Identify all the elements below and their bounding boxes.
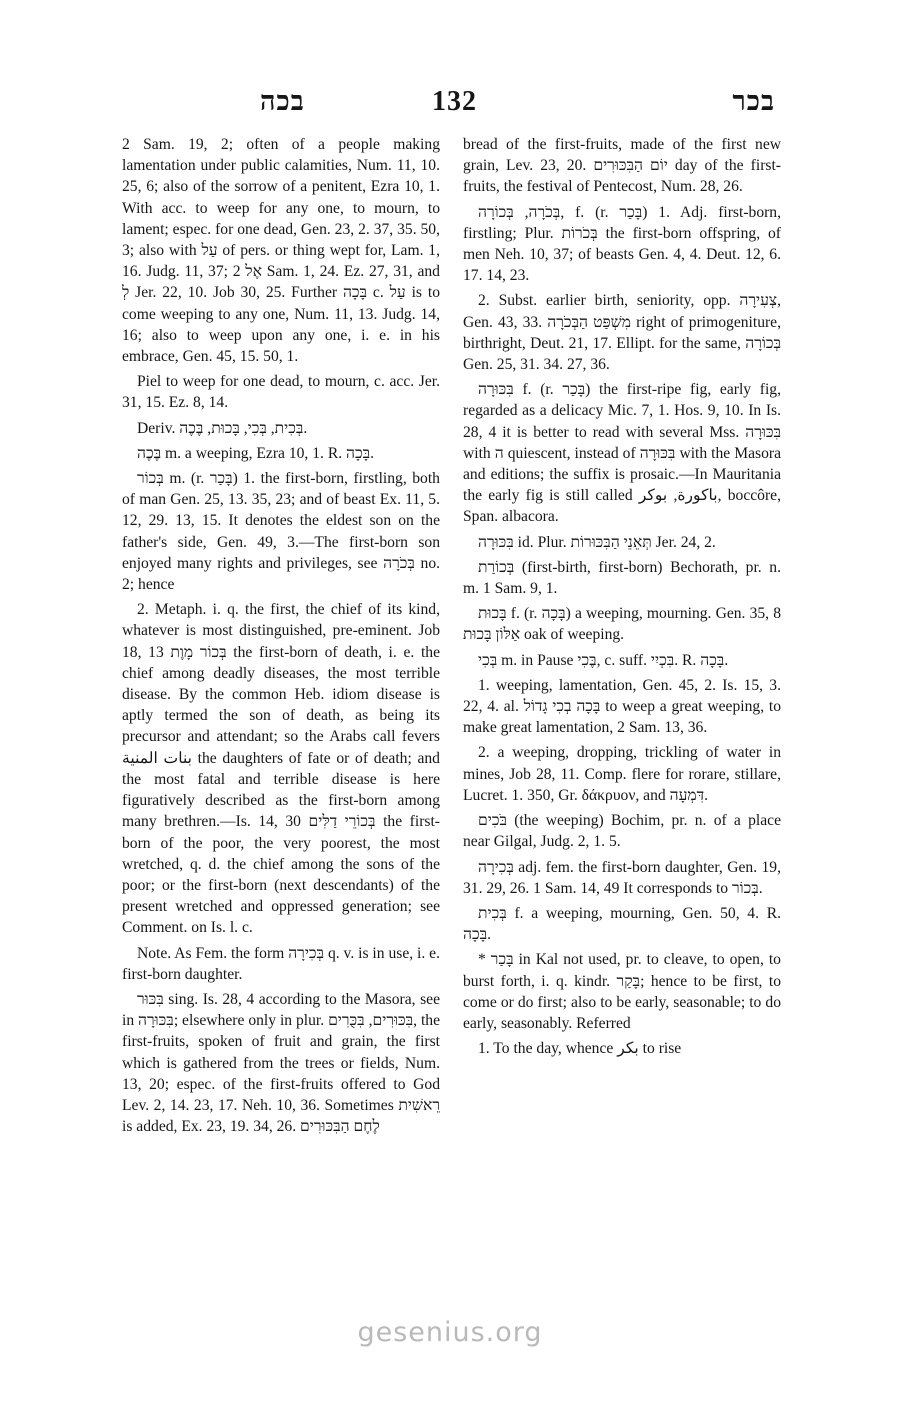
right-paragraph: 2. Subst. earlier birth, seniority, opp. צְעִירָה, Gen. 43, 33. מִשְׁפַּט הַבְּכֹרָה right of primogeniture, birthright, Deut. 21, 17. Ellipt. for the same, בְּכוֹרָה Gen. 25, 31. 34. 27, 36. [463, 292, 781, 374]
left-paragraph: Deriv. בְּכִית, בְּכִי, בָּכוּת, בֶּכֶה. [137, 419, 308, 437]
right-paragraph: בְּכִית f. a weeping, mourning, Gen. 50, 4. R. בָּכָה. [463, 904, 781, 944]
right-paragraph: 2. a weeping, dropping, trickling of water in mines, Job 28, 11. Comp. flere for rorare, stillare, Lucret. 1. 350, Gr. δάκρυον, and דִּמְעָה. [463, 744, 781, 804]
left-paragraph: Piel to weep for one dead, to mourn, c. acc. Jer. 31, 15. Ez. 8, 14. [122, 373, 440, 412]
watermark: gesenius.org [357, 1317, 543, 1348]
page-header [120, 86, 785, 126]
right-paragraph: בִּכּוּרָה id. Plur. תְּאֵנֵי הַבִּכּוּרוֹת Jer. 24, 2. [478, 533, 716, 551]
right-paragraph: בִּכּוּרָה f. (r. בָּכַר) the first-ripe fig, early fig, regarded as a delicacy Mic. 7, 1. Hos. 9, 10. In Is. 28, 4 it is better to read with several Mss. בִּכּוּרָה with ה quiescent, instead of בִּכּוּרָה with the Masora and editions; the suffix is prosaic.—In Mauritania the early fig is still called باكورة, بوكر, boccôre, Span. albacora. [463, 381, 781, 526]
left-paragraph: בְּכוֹר m. (r. בָּכַר) 1. the first-born, firstling, both of man Gen. 25, 13. 35, 23; and of beast Ex. 11, 5. 12, 29. 13, 15. It denotes the eldest son on the father's side, Gen. 49, 3.—The first-born son enjoyed many rights and privileges, see בְּכֹרָה no. 2; hence [122, 470, 440, 594]
left-paragraph: 2. Metaph. i. q. the first, the chief of its kind, whatever is most distinguished, pre-eminent. Job 18, 13 בְּכוֹר מָוֶת the first-born of death, i. e. the chief among deadly diseases, the most terrible disease. By the common Heb. idiom disease is aptly termed the son of death, as being its precursor and attendant; so the Arabs call fevers بنات المنية the daughters of fate or of death; and the most fatal and terrible disease is here figuratively described as the first-born among many brethren.—Is. 14, 30 בְּכוֹרֵי דַלִּים the first-born of the poor, the very poorest, the most wretched, q. d. the chief among the sons of the poor; or the first-born (next descendants) of the present wretched and oppressed generation; see Comment. on Is. l. c. [122, 601, 440, 937]
right-paragraph: בְּכוֹרַת (first-birth, first-born) Bechorath, pr. n. m. 1 Sam. 9, 1. [463, 558, 781, 598]
right-paragraph: 1. weeping, lamentation, Gen. 45, 2. Is. 15, 3. 22, 4. al. בָּכָה בְכִי גָדוֹל to weep a great weeping, to make great lamentation, 2 Sam. 13, 36. [463, 676, 781, 737]
left-paragraph: בִּכּוּר sing. Is. 28, 4 according to the Masora, see in בִּכּוּרָה; elsewhere only in plur. בִּכּוּרִים, בִּכֻּרִים, the first-fruits, spoken of fruit and grain, the first which is gathered from the trees or fields, Num. 13, 20; espec. of the first-fruits offered to God Lev. 2, 14. 23, 17. Neh. 10, 36. Sometimes רֵאשִׁית is added, Ex. 23, 19. 34, 26. לֶחֶם הַבִּכּוּרִים [122, 990, 440, 1136]
right-paragraph: 1. To the day, whence بكر to rise [478, 1040, 682, 1058]
right-paragraph: בֹּכִים (the weeping) Bochim, pr. n. of a place near Gilgal, Judg. 2, 1. 5. [463, 812, 781, 851]
right-paragraph: בָּכוּת f. (r. בָּכָה) a weeping, mourning. Gen. 35, 8 אַלּוֹן בָּכוּת oak of weeping. [463, 605, 781, 644]
left-paragraph: 2 Sam. 19, 2; often of a people making lamentation under public calamities, Num. 11, 10. 25, 6; also of the sorrow of a penitent, Ezra 10, 1. With acc. to weep for any one, to mourn, to lament; espec. for one dead, Gen. 23, 2. 37, 35. 50, 3; also with עַל of pers. or thing wept for, Lam. 1, 16. Judg. 11, 37; אֶל 2 Sam. 1, 24. Ez. 27, 31, and לְ Jer. 22, 10. Job 30, 25. Further בָּכָה c. עַל is to come weeping to any one, Num. 11, 13. Judg. 14, 16; also to weep upon any one, i. e. in his embrace, Gen. 45, 15. 50, 1. [122, 136, 440, 366]
right-paragraph: * בָּכַר in Kal not used, pr. to cleave, to open, to burst forth, i. q. kindr. בָּקַר; hence to be first, to come or do first; also to be early, seasonable; to do early, seasonably. Referred [463, 951, 781, 1032]
right-paragraph: בְּכִירָה adj. fem. the first-born daughter, Gen. 19, 31. 29, 26. 1 Sam. 14, 49 It corresponds to בְּכוֹר. [463, 858, 781, 897]
right-paragraph: בְּכֹרָה, בְּכוֹרָה, f. (r. בָּכַר) 1. Adj. first-born, firstling; Plur. בְּכֹרוֹת the first-born offspring, of men Neh. 10, 37; of beasts Gen. 4, 4. Deut. 12, 6. 17. 14, 23. [463, 203, 781, 285]
header-right-word: בכר [732, 86, 775, 116]
page-number: 132 [432, 86, 477, 117]
left-paragraph: Note. As Fem. the form בְּכִירָה q. v. is in use, i. e. first-born daughter. [122, 944, 440, 983]
right-paragraph: בְּכִי m. in Pause בֶּכִי, c. suff. בִּכְיִי. R. בָּכָה. [478, 651, 729, 669]
right-column [463, 134, 781, 1289]
header-left-word: בכה [260, 86, 305, 116]
left-paragraph: בֶּכֶה m. a weeping, Ezra 10, 1. R. בָּכָה. [137, 444, 375, 462]
left-column [122, 134, 440, 1289]
right-paragraph: bread of the first-fruits, made of the first new grain, Lev. 23, 20. יוֹם הַבִּכּוּרִים day of the first-fruits, the festival of Pentecost, Num. 28, 26. [463, 136, 781, 196]
